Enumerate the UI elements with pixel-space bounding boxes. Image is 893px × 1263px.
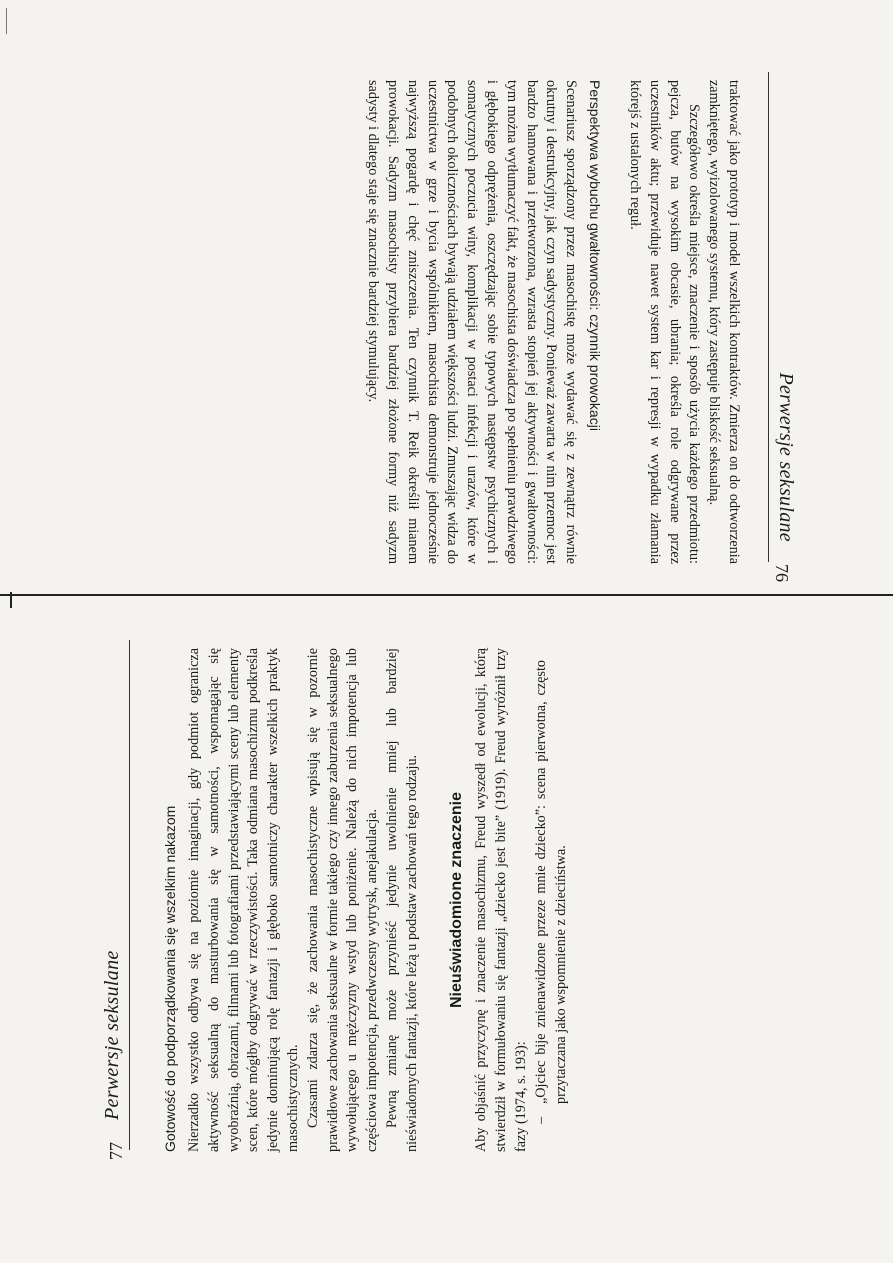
binding-edge: [0, 592, 12, 608]
header-rule: [129, 640, 130, 1150]
left-page: [83, 72, 803, 582]
header-rule: [768, 72, 769, 562]
right-page: [95, 640, 815, 1160]
quote-item: [532, 648, 572, 1152]
page-header: [763, 72, 803, 582]
paragraph: Scenariusz sporządzony przez masochistę może wydawać się z zewnątrz równie okrutny i destrukcyjny, jak czyn sadystyczny. Ponieważ zawarta w nim przemoc jest bardzo hamowana i przetworzona, wzrasta stopień jej aktywności i gwałtowności: tym można wytłumaczyć fakt, że masochista doświadcza po spełnieniu prawdziwego i głębokiego odprężenia, oszczędzając sobie typowych następstw psychicznych i somatycznych poczucia winy, komplikacji w postaci infekcji i urazów, które w podobnych okolicznościach bywają udziałem większości ludzi. Zmuszając widza do uczestnictwa w grze i bycia wspólnikiem, masochista demonstruje jednocześnie najwyższą pogardę i chęć zniszczenia. Ten czynnik T. Reik określił mianem prowokacji. Sadyzm masochisty przybiera bardziej złożone formy niż sadyzm sadysty i dlatego staje się znacznie bardziej stymulujący.: [365, 80, 580, 564]
paragraph: Nierzadko wszystko odbywa się na poziomie imaginacji, gdy podmiot ogranicza aktywność seksualną do masturbowania się w samotności, wspomagając się wyobraźnią, obrazami, filmami lub fotografiami przedstawiającymi sceny lub elementy scen, które mógłby odgrywać w rzeczywistości. Taka odmiana masochizmu podkreśla jedynie dominującą rolę fantazji i głęboko samotniczy charakter wszelkich praktyk masochistycznych.: [186, 648, 301, 1152]
page-divider: [0, 594, 893, 604]
paragraph: Czasami zdarza się, że zachowania masochistyczne wpisują się w pozornie prawidłowe zachowania seksualne w formie takiego czy innego zaburzenia seksualnego wywołującego u mężczyzny wstyd lub poniżenie. Należą do nich impotencja lub częściowa impotencja, przedwczesny wytrysk, anejakulacja.: [304, 648, 381, 1152]
page-header: [95, 640, 135, 1160]
page-number: 77: [106, 1142, 126, 1160]
quote-dash: –: [532, 1116, 549, 1124]
quote-text: „Ojciec bije znienawidzone przeze mnie dziecko”: scena pierwotna, często przytaczana jako wspomnienie z dzieciństwa.: [532, 660, 569, 1104]
section-heading: Gotowość do podporządkowania się wszelkim nakazom: [162, 805, 178, 1152]
running-title: Perwersje seksulane: [101, 950, 123, 1120]
running-title: Perwersje seksulane: [775, 372, 797, 542]
page-body: [362, 72, 763, 582]
page-number: 76: [772, 564, 792, 582]
paragraph: Aby objaśnić przyczynę i znaczenie masochizmu, Freud wyszedł od ewolucji, którą stwierdził w formułowaniu się fantazji „dziecko jest bite” (1919). Freud wyróżnił trzy fazy (1974, s. 193):: [473, 648, 529, 1152]
page-body: [135, 640, 571, 1160]
paragraph: Szczegółowo określa miejsce, znaczenie i sposób użycia każdego przedmiotu: pejcza, butów na wysokim obcasie, ubrania; określa role odgrywane przez uczestników aktu; przewiduje nawet system kar i represji w wypadku złamania którejś z ustalonych reguł.: [627, 80, 703, 564]
paragraph: Pewną zmianę może przynieść jedynie uwolnienie mniej lub bardziej nieświadomych fantazji, które leżą u podstaw zachowań tego rodzaju.: [383, 648, 420, 1152]
paragraph: traktować jako prototyp i model wszelkich kontraktów. Zmierza on do odtworzenia zamkniętego, wyizolowanego systemu, który zastępuje bliskość seksualną.: [706, 80, 742, 564]
scan-edge-mark: [6, 8, 7, 34]
subheading: Nieuświadomione znaczenie: [447, 791, 465, 1009]
section-heading: Perspektywa wybuchu gwałtowności: czynnik prowokacji: [587, 80, 604, 431]
